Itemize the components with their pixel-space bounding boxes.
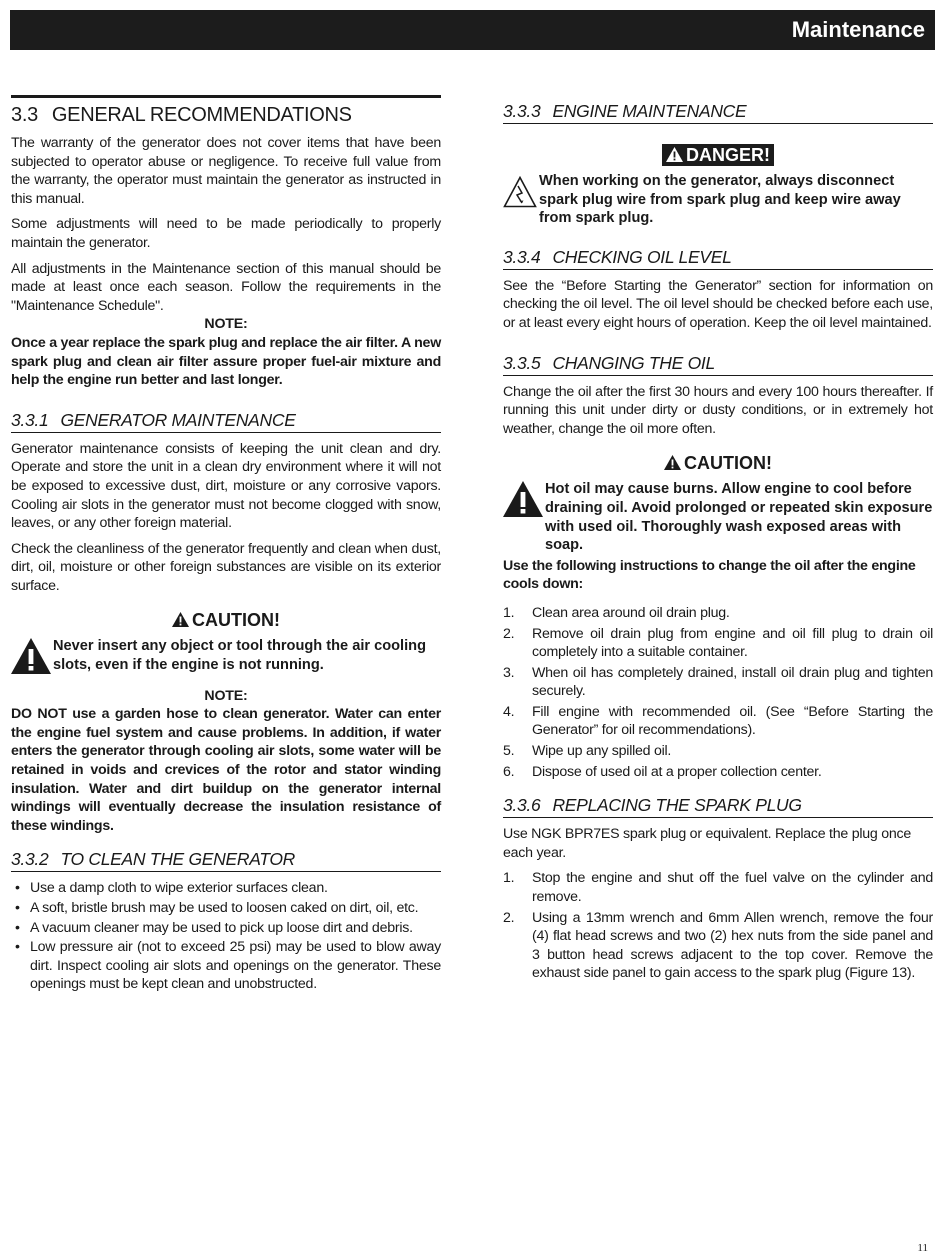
paragraph: Some adjustments will need to be made periodically to properly maintain the generator.	[11, 216, 441, 251]
warning-exclamation-icon	[11, 638, 51, 674]
list-item: 6. Dispose of used oil at a proper collection center.	[503, 763, 822, 780]
caution-heading	[11, 609, 441, 631]
caution-heading	[503, 452, 933, 474]
list-item: • A soft, bristle brush may be used to loosen caked on dirt, oil, etc.	[11, 899, 441, 918]
note-text: DO NOT use a garden hose to clean generator. Water can enter the engine fuel system and cause problems. In addition, if water enters the generator through cooling air slots, some water will be retained in voids and crevices of the rotor and stator winding insulation. Water and dirt buildup on the generator internal windings will eventually decrease the insulation resistance of these windings.	[11, 706, 441, 834]
caution-box	[503, 480, 933, 554]
paragraph: All adjustments in the Maintenance section of this manual should be made at least once each season. Follow the requirements in the "Maintenance Schedule".	[11, 260, 441, 314]
list-item: 2. Using a 13mm wrench and 6mm Allen wrench, remove the four (4) flat head screws and two (2) hex nuts from the side panel and 3 button head screws adjacent to the top cover. Remove the exhaust side panel to gain access to the spark plug (Figure 13).	[503, 909, 933, 982]
header-title: Maintenance	[791, 17, 925, 42]
paragraph: Change the oil after the first 30 hours and every 100 hours thereafter. If running this unit under dirty or dusty conditions, or in extremely hot weather, change the oil more often.	[503, 383, 933, 437]
warning-triangle-icon	[666, 147, 683, 162]
left-column	[11, 95, 441, 995]
note-text: Once a year replace the spark plug and replace the air filter. A new spark plug and clean air filter assure proper fuel-air mixture and help the engine run better and last longer.	[11, 334, 441, 389]
note-label: NOTE:	[204, 316, 248, 333]
section-heading-3-3-6	[503, 795, 933, 818]
danger-heading	[503, 144, 933, 166]
section-title: GENERATOR MAINTENANCE	[60, 409, 296, 430]
section-number: 3.3	[11, 104, 38, 126]
section-title: CHECKING OIL LEVEL	[552, 246, 732, 267]
list-item: 1. Stop the engine and shut off the fuel valve on the cylinder and remove.	[503, 870, 933, 906]
list-item: 2. Remove oil drain plug from engine and oil fill plug to drain oil completely into a suitable container.	[503, 625, 933, 661]
paragraph: Check the cleanliness of the generator frequently and clean when dust, dirt, oil, moisture or other foreign substances are visible on its exterior surface.	[11, 540, 441, 594]
electric-shock-icon	[503, 176, 537, 208]
section-heading-3-3-2	[11, 849, 441, 872]
paragraph: The warranty of the generator does not cover items that have been subjected to operator abuse or negligence. To receive full value from the warranty, the operator must maintain the generator as instructed in this manual.	[11, 135, 441, 207]
bullet-list	[11, 879, 441, 994]
list-item: • A vacuum cleaner may be used to pick up loose dirt and debris.	[11, 919, 441, 938]
warning-exclamation-icon	[503, 481, 543, 517]
instructions-intro: Use the following instructions to change the oil after the engine cools down:	[503, 557, 916, 593]
section-number: 3.3.2	[11, 849, 49, 870]
section-heading-3-3	[11, 95, 441, 126]
section-title: GENERAL RECOMMENDATIONS	[51, 104, 352, 126]
paragraph: Generator maintenance consists of keeping the unit clean and dry. Operate and store the unit in a clean dry environment where it will not be exposed to excessive dust, dirt, moisture or any corrosive vapors. Cooling air slots in the generator must not become clogged with snow, leaves, or any other foreign material.	[11, 440, 441, 532]
caution-text: Hot oil may cause burns. Allow engine to cool before draining oil. Avoid prolonged or repeated skin exposure with used oil. Thoroughly wash exposed areas with soap.	[545, 481, 933, 554]
right-column	[503, 95, 933, 985]
caution-label: CAUTION!	[192, 610, 280, 631]
note-label: NOTE:	[204, 687, 248, 704]
warning-triangle-icon	[172, 612, 189, 627]
numbered-list	[503, 869, 933, 983]
numbered-list	[503, 604, 933, 781]
paragraph: Use NGK BPR7ES spark plug or equivalent. Replace the plug once each year.	[503, 826, 911, 861]
list-item: • Low pressure air (not to exceed 25 psi) may be used to blow away dirt. Inspect cooling air slots and openings on the generator. These openings must be kept clean and unobstructed.	[11, 938, 441, 994]
danger-text: When working on the generator, always disconnect spark plug wire from spark plug and keep wire away from spark plug.	[539, 173, 901, 227]
header-bar	[10, 10, 935, 50]
section-title: TO CLEAN THE GENERATOR	[60, 849, 295, 870]
page-number: 11	[917, 1242, 928, 1254]
list-item: 3. When oil has completely drained, install oil drain plug and tighten securely.	[503, 664, 933, 700]
warning-triangle-icon	[664, 455, 681, 470]
section-number: 3.3.4	[503, 246, 541, 267]
section-heading-3-3-3	[503, 101, 933, 124]
danger-label: DANGER!	[686, 145, 770, 165]
danger-box	[503, 172, 933, 228]
caution-label: CAUTION!	[684, 453, 772, 474]
section-number: 3.3.1	[11, 409, 49, 430]
danger-badge	[662, 144, 774, 166]
section-title: CHANGING THE OIL	[552, 352, 715, 373]
section-heading-3-3-5	[503, 353, 933, 376]
caution-text: Never insert any object or tool through the air cooling slots, even if the engine is not running.	[53, 638, 426, 674]
section-title: ENGINE MAINTENANCE	[552, 101, 747, 121]
section-number: 3.3.3	[503, 101, 541, 121]
list-item: 4. Fill engine with recommended oil. (See “Before Starting the Generator” for oil recommendations).	[503, 703, 933, 739]
section-number: 3.3.5	[503, 352, 541, 373]
section-title: REPLACING THE SPARK PLUG	[552, 795, 802, 816]
paragraph: See the “Before Starting the Generator” section for information on checking the oil level. The oil level should be checked before each use, or at least every eight hours of operation. Keep the oil level maintained.	[503, 277, 933, 331]
section-number: 3.3.6	[503, 795, 541, 816]
list-item: 1. Clean area around oil drain plug.	[503, 604, 730, 621]
list-item: • Use a damp cloth to wipe exterior surfaces clean.	[11, 879, 441, 898]
list-item: 5. Wipe up any spilled oil.	[503, 743, 672, 760]
section-heading-3-3-4	[503, 247, 933, 270]
caution-box	[11, 637, 441, 674]
section-heading-3-3-1	[11, 410, 441, 433]
